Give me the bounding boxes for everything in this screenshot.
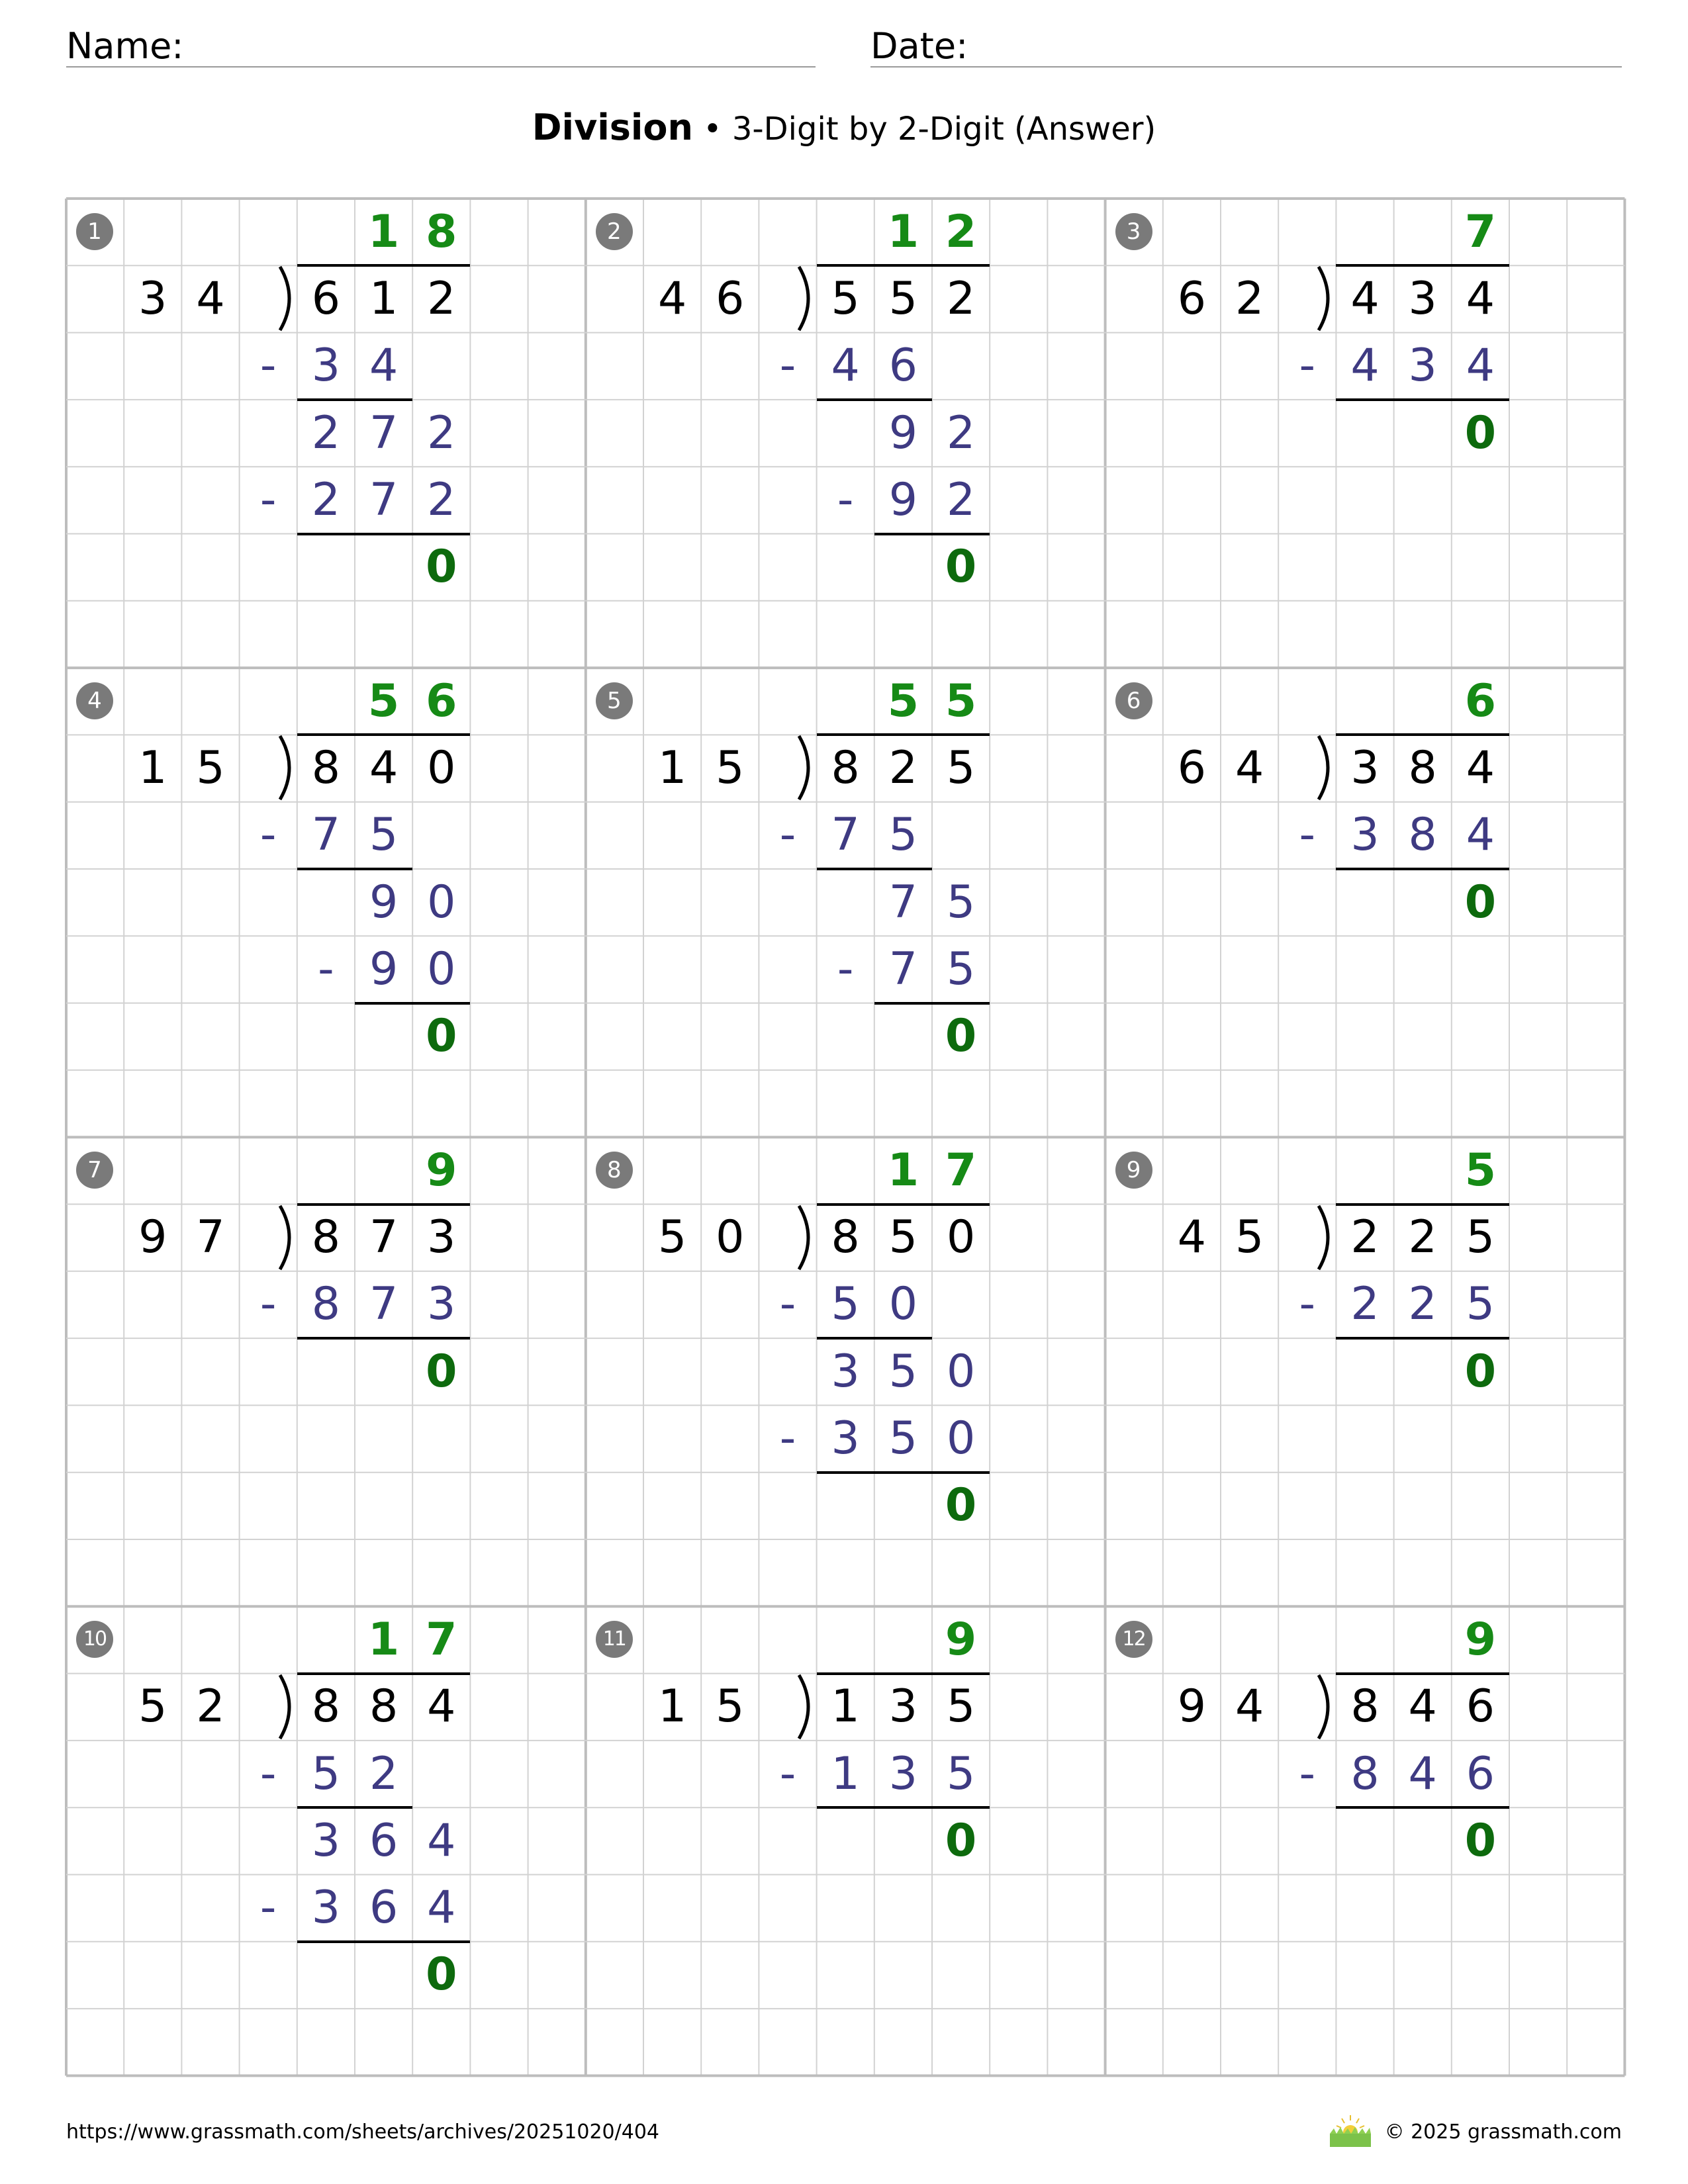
division-bracket (276, 1205, 303, 1271)
partial-remainder-digit: 3 (831, 1345, 860, 1398)
division-vinculum (1336, 1672, 1509, 1675)
division-vinculum (297, 733, 471, 736)
subtrahend-digit: 4 (831, 340, 860, 392)
subtrahend-digit: 6 (369, 1882, 399, 1934)
subtrahend-digit: 4 (369, 340, 399, 392)
division-bracket (1315, 265, 1341, 332)
subtrahend-digit: 2 (311, 473, 341, 526)
partial-remainder-digit: 5 (946, 876, 976, 929)
final-remainder: 0 (1464, 876, 1497, 929)
minus-sign: - (837, 942, 854, 995)
name-line[interactable] (66, 66, 816, 68)
quotient-digit: 9 (1464, 1613, 1497, 1666)
dividend-digit: 4 (1350, 272, 1380, 325)
divisor-digit: 4 (1235, 742, 1264, 795)
title-main: Division (532, 107, 693, 148)
minus-sign: - (259, 1747, 277, 1800)
division-bracket (276, 1674, 303, 1741)
division-bracket-curve (1319, 736, 1328, 799)
division-bracket-curve (799, 1675, 808, 1739)
dividend-digit: 5 (888, 272, 918, 325)
quotient-digit: 5 (945, 674, 977, 727)
division-bracket (795, 265, 821, 332)
quotient-digit: 1 (367, 1613, 400, 1666)
final-remainder: 0 (945, 1010, 977, 1063)
dividend-digit: 2 (427, 272, 456, 325)
division-vinculum (1336, 1203, 1509, 1206)
quotient-digit: 5 (1464, 1144, 1497, 1197)
minus-sign: - (259, 1882, 277, 1934)
dividend-digit: 4 (1466, 272, 1495, 325)
subtrahend-digit: 2 (1350, 1278, 1380, 1331)
division-bracket (795, 1205, 821, 1271)
quotient-digit: 9 (426, 1144, 457, 1197)
quotient-digit: 2 (945, 205, 977, 258)
divisor-digit: 4 (1177, 1211, 1207, 1264)
subtrahend-digit: 3 (831, 1412, 860, 1465)
subtrahend-digit: 2 (369, 1747, 399, 1800)
division-bracket-curve (799, 736, 808, 799)
division-bracket-curve (280, 1675, 289, 1739)
dividend-digit: 5 (946, 742, 976, 795)
partial-remainder-digit: 4 (427, 1814, 456, 1867)
quotient-digit: 9 (945, 1613, 977, 1666)
division-vinculum (817, 264, 990, 267)
dividend-digit: 2 (1350, 1211, 1380, 1264)
divisor-digit: 6 (716, 272, 745, 325)
quotient-digit: 8 (426, 205, 457, 258)
final-remainder: 0 (945, 541, 977, 594)
minus-sign: - (259, 473, 277, 526)
divisor-digit: 3 (138, 272, 167, 325)
problem-number-badge: 8 (596, 1152, 633, 1189)
divisor-digit: 4 (196, 272, 225, 325)
title-subtitle: • 3-Digit by 2-Digit (Answer) (692, 111, 1156, 148)
subtrahend-digit: 3 (311, 1882, 341, 1934)
division-vinculum (817, 733, 990, 736)
divisor-digit: 4 (657, 272, 687, 325)
minus-sign: - (259, 1278, 277, 1331)
subtrahend-digit: 6 (888, 340, 918, 392)
name-label: Name: (66, 25, 184, 67)
subtrahend-digit: 2 (1408, 1278, 1437, 1331)
dividend-digit: 4 (1466, 742, 1495, 795)
problem-number-badge: 7 (76, 1152, 113, 1189)
date-label: Date: (870, 25, 968, 67)
subtrahend-digit: 7 (311, 809, 341, 862)
dividend-digit: 2 (888, 742, 918, 795)
problem-number-badge: 1 (76, 213, 113, 250)
subtrahend-digit: 9 (888, 473, 918, 526)
divisor-digit: 5 (1235, 1211, 1264, 1264)
subtrahend-digit: 5 (946, 1747, 976, 1800)
subtrahend-digit: 0 (427, 942, 456, 995)
minus-sign: - (1299, 1278, 1316, 1331)
division-bracket (795, 735, 821, 801)
quotient-digit: 7 (426, 1613, 457, 1666)
division-vinculum (297, 1203, 471, 1206)
minus-sign: - (779, 809, 796, 862)
partial-remainder-digit: 7 (888, 876, 918, 929)
divisor-digit: 5 (138, 1680, 167, 1733)
quotient-digit: 6 (1464, 674, 1497, 727)
division-bracket-curve (280, 267, 289, 330)
division-bracket-curve (1319, 267, 1328, 330)
problem-number-badge: 2 (596, 213, 633, 250)
dividend-digit: 8 (831, 742, 860, 795)
quotient-digit: 1 (367, 205, 400, 258)
page-title (0, 105, 1688, 152)
grass-sun-logo-icon (1327, 2113, 1374, 2150)
dividend-digit: 5 (1466, 1211, 1495, 1264)
quotient-digit: 1 (887, 205, 919, 258)
dividend-digit: 3 (1350, 742, 1380, 795)
subtrahend-digit: 4 (427, 1882, 456, 1934)
dividend-digit: 1 (831, 1680, 860, 1733)
final-remainder: 0 (1464, 1345, 1497, 1398)
dividend-digit: 7 (369, 1211, 399, 1264)
subtrahend-digit: 3 (311, 340, 341, 392)
final-remainder: 0 (426, 541, 457, 594)
partial-remainder-digit: 0 (946, 1345, 976, 1398)
partial-remainder-digit: 7 (369, 406, 399, 459)
subtrahend-digit: 6 (1466, 1747, 1495, 1800)
quotient-digit: 7 (1464, 205, 1497, 258)
partial-remainder-digit: 2 (946, 406, 976, 459)
minus-sign: - (1299, 1747, 1316, 1800)
dividend-digit: 8 (311, 742, 341, 795)
subtrahend-digit: 5 (831, 1278, 860, 1331)
footer-copyright: © 2025 grassmath.com (1384, 2120, 1622, 2144)
subtrahend-digit: 5 (311, 1747, 341, 1800)
dividend-digit: 1 (369, 272, 399, 325)
subtrahend-digit: 8 (1350, 1747, 1380, 1800)
division-vinculum (1336, 264, 1509, 267)
subtrahend-digit: 5 (1466, 1278, 1495, 1331)
partial-remainder-digit: 0 (427, 876, 456, 929)
subtrahend-digit: 4 (1408, 1747, 1437, 1800)
subtrahend-digit: 5 (369, 809, 399, 862)
partial-remainder-digit: 9 (369, 876, 399, 929)
divisor-digit: 5 (196, 742, 225, 795)
division-bracket (1315, 735, 1341, 801)
dividend-digit: 3 (427, 1211, 456, 1264)
subtrahend-digit: 9 (369, 942, 399, 995)
division-bracket-curve (280, 736, 289, 799)
quotient-digit: 1 (887, 1144, 919, 1197)
dividend-digit: 3 (888, 1680, 918, 1733)
division-vinculum (817, 1203, 990, 1206)
final-remainder: 0 (1464, 406, 1497, 459)
subtrahend-digit: 2 (946, 473, 976, 526)
minus-sign: - (837, 473, 854, 526)
subtrahend-digit: 7 (369, 1278, 399, 1331)
problem-number-badge: 11 (596, 1621, 633, 1658)
minus-sign: - (779, 340, 796, 392)
divisor-digit: 2 (196, 1680, 225, 1733)
dividend-digit: 8 (1350, 1680, 1380, 1733)
division-bracket-curve (799, 1206, 808, 1269)
minus-sign: - (1299, 340, 1316, 392)
dividend-digit: 8 (831, 1211, 860, 1264)
subtrahend-digit: 3 (1350, 809, 1380, 862)
final-remainder: 0 (1464, 1814, 1497, 1867)
division-vinculum (1336, 733, 1509, 736)
problem-number-badge: 4 (76, 682, 113, 719)
final-remainder: 0 (945, 1479, 977, 1532)
divisor-digit: 9 (138, 1211, 167, 1264)
division-vinculum (297, 264, 471, 267)
division-bracket (795, 1674, 821, 1741)
division-vinculum (297, 1672, 471, 1675)
subtrahend-digit: 0 (946, 1412, 976, 1465)
final-remainder: 0 (426, 1948, 457, 2001)
final-remainder: 0 (945, 1814, 977, 1867)
partial-remainder-digit: 3 (311, 1814, 341, 1867)
final-remainder: 0 (426, 1010, 457, 1063)
partial-remainder-digit: 9 (888, 406, 918, 459)
divisor-digit: 5 (657, 1211, 687, 1264)
divisor-digit: 1 (138, 742, 167, 795)
dividend-digit: 2 (1408, 1211, 1437, 1264)
divisor-digit: 1 (657, 1680, 687, 1733)
division-bracket-curve (280, 1206, 289, 1269)
dividend-digit: 4 (1408, 1680, 1437, 1733)
divisor-digit: 4 (1235, 1680, 1264, 1733)
problem-number-badge: 6 (1115, 682, 1152, 719)
subtrahend-digit: 5 (946, 942, 976, 995)
subtrahend-digit: 8 (311, 1278, 341, 1331)
division-bracket (1315, 1674, 1341, 1741)
dividend-digit: 0 (427, 742, 456, 795)
quotient-digit: 5 (887, 674, 919, 727)
division-bracket (276, 735, 303, 801)
subtrahend-digit: 4 (1466, 809, 1495, 862)
problem-number-badge: 12 (1115, 1621, 1152, 1658)
subtrahend-digit: 5 (888, 809, 918, 862)
divisor-digit: 2 (1235, 272, 1264, 325)
partial-remainder-digit: 5 (888, 1345, 918, 1398)
divisor-digit: 6 (1177, 272, 1207, 325)
problem-number-badge: 3 (1115, 213, 1152, 250)
problem-number-badge: 10 (76, 1621, 113, 1658)
partial-remainder-digit: 2 (427, 406, 456, 459)
division-bracket (1315, 1205, 1341, 1271)
dividend-digit: 6 (311, 272, 341, 325)
dividend-digit: 5 (831, 272, 860, 325)
quotient-digit: 5 (367, 674, 400, 727)
partial-remainder-digit: 6 (369, 1814, 399, 1867)
subtrahend-digit: 4 (1350, 340, 1380, 392)
subtrahend-digit: 4 (1466, 340, 1495, 392)
subtrahend-digit: 2 (427, 473, 456, 526)
divisor-digit: 7 (196, 1211, 225, 1264)
dividend-digit: 8 (1408, 742, 1437, 795)
dividend-digit: 4 (369, 742, 399, 795)
subtrahend-digit: 0 (888, 1278, 918, 1331)
minus-sign: - (779, 1747, 796, 1800)
divisor-digit: 5 (716, 1680, 745, 1733)
subtrahend-digit: 3 (1408, 340, 1437, 392)
minus-sign: - (1299, 809, 1316, 862)
subtrahend-digit: 7 (369, 473, 399, 526)
dividend-digit: 8 (311, 1680, 341, 1733)
dividend-digit: 5 (946, 1680, 976, 1733)
dividend-digit: 2 (946, 272, 976, 325)
dividend-digit: 4 (427, 1680, 456, 1733)
minus-sign: - (318, 942, 334, 995)
subtrahend-digit: 7 (831, 809, 860, 862)
division-bracket-curve (1319, 1675, 1328, 1739)
division-bracket (276, 265, 303, 332)
subtrahend-digit: 3 (427, 1278, 456, 1331)
footer-url: https://www.grassmath.com/sheets/archives/20251020/404 (66, 2120, 660, 2144)
subtrahend-digit: 3 (888, 1747, 918, 1800)
quotient-digit: 7 (945, 1144, 977, 1197)
quotient-digit: 6 (426, 674, 457, 727)
division-bracket-curve (799, 267, 808, 330)
minus-sign: - (779, 1278, 796, 1331)
subtrahend-digit: 7 (888, 942, 918, 995)
problem-number-badge: 9 (1115, 1152, 1152, 1189)
date-line[interactable] (870, 66, 1622, 68)
subtrahend-digit: 1 (831, 1747, 860, 1800)
minus-sign: - (779, 1412, 796, 1465)
dividend-digit: 8 (311, 1211, 341, 1264)
divisor-digit: 6 (1177, 742, 1207, 795)
dividend-digit: 8 (369, 1680, 399, 1733)
divisor-digit: 0 (716, 1211, 745, 1264)
dividend-digit: 0 (946, 1211, 976, 1264)
divisor-digit: 1 (657, 742, 687, 795)
dividend-digit: 6 (1466, 1680, 1495, 1733)
dividend-digit: 3 (1408, 272, 1437, 325)
divisor-digit: 5 (716, 742, 745, 795)
subtrahend-digit: 8 (1408, 809, 1437, 862)
division-bracket-curve (1319, 1206, 1328, 1269)
subtrahend-digit: 5 (888, 1412, 918, 1465)
minus-sign: - (259, 809, 277, 862)
partial-remainder-digit: 2 (311, 406, 341, 459)
problem-number-badge: 5 (596, 682, 633, 719)
final-remainder: 0 (426, 1345, 457, 1398)
division-vinculum (817, 1672, 990, 1675)
divisor-digit: 9 (1177, 1680, 1207, 1733)
dividend-digit: 5 (888, 1211, 918, 1264)
minus-sign: - (259, 340, 277, 392)
